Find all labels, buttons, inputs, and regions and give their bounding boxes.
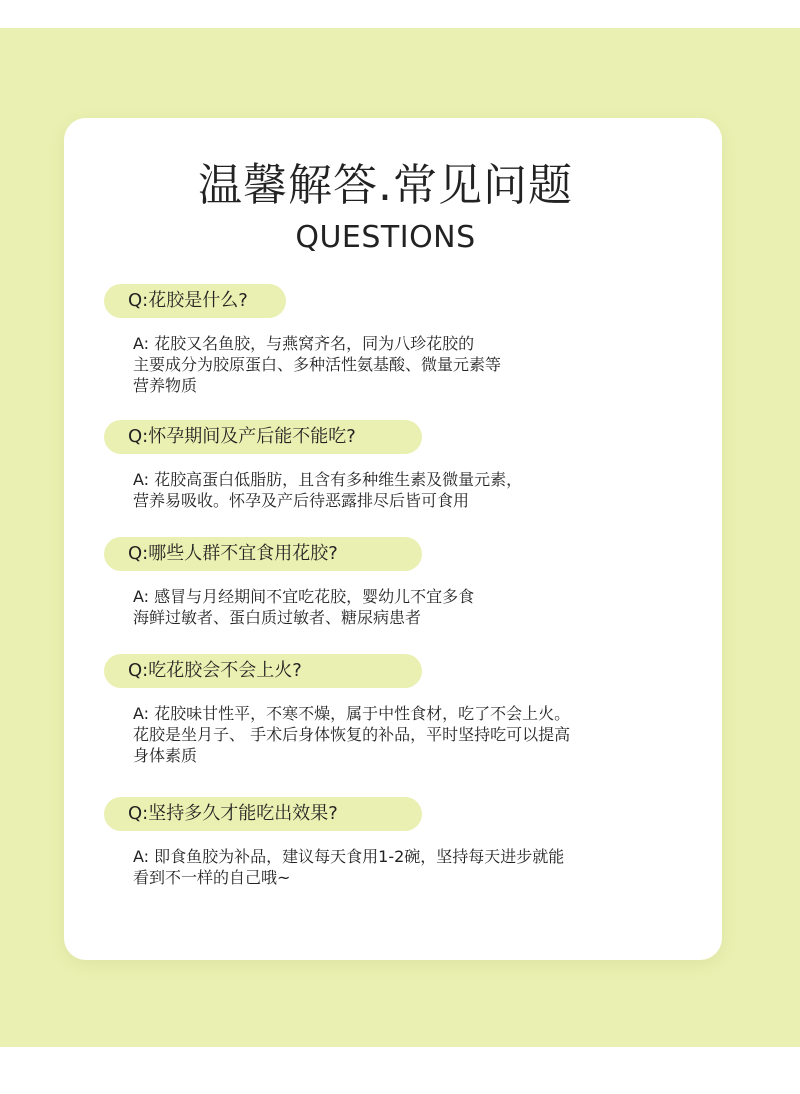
faq-item — [104, 797, 664, 888]
answer-line: 海鲜过敏者、蛋白质过敏者、糖尿病患者 — [133, 608, 422, 627]
answer-line: 主要成分为胶原蛋白、多种活性氨基酸、微量元素等 — [133, 355, 502, 374]
answer-text — [133, 469, 664, 511]
page-subtitle: QUESTIONS — [295, 220, 476, 255]
question-pill: Q:哪些人群不宜食用花胶? — [104, 537, 422, 571]
answer-line: 营养易吸收。怀孕及产后待恶露排尽后皆可食用 — [133, 491, 470, 510]
bottom-white-strip — [0, 1047, 800, 1094]
answer-line: A: 感冒与月经期间不宜吃花胶，婴幼儿不宜多食 — [133, 587, 475, 606]
answer-line: 营养物质 — [133, 376, 198, 395]
answer-text — [133, 846, 664, 888]
answer-line: 花胶是坐月子、 手术后身体恢复的补品，平时坚持吃可以提高 — [133, 725, 571, 744]
answer-line: 身体素质 — [133, 746, 198, 765]
faq-item — [104, 654, 664, 766]
answer-line: A: 花胶味甘性平，不寒不燥，属于中性食材，吃了不会上火。 — [133, 704, 571, 723]
answer-text — [133, 586, 664, 628]
question-pill: Q:坚持多久才能吃出效果? — [104, 797, 422, 831]
top-white-strip — [0, 0, 800, 28]
question-pill: Q:怀孕期间及产后能不能吃? — [104, 420, 422, 454]
answer-line: A: 花胶又名鱼胶，与燕窝齐名，同为八珍花胶的 — [133, 334, 475, 353]
question-pill: Q:吃花胶会不会上火? — [104, 654, 422, 688]
answer-text — [133, 703, 664, 766]
faq-item — [104, 537, 664, 628]
answer-line: 看到不一样的自己哦~ — [133, 868, 291, 887]
answer-line: A: 花胶高蛋白低脂肪，且含有多种维生素及微量元素， — [133, 470, 523, 489]
answer-text — [133, 333, 664, 396]
faq-item — [104, 284, 664, 396]
question-pill: Q:花胶是什么? — [104, 284, 286, 318]
answer-line: A: 即食鱼胶为补品，建议每天食用1-2碗，坚持每天进步就能 — [133, 847, 565, 866]
page-title: 温馨解答.常见问题 — [198, 160, 573, 211]
faq-item — [104, 420, 664, 511]
